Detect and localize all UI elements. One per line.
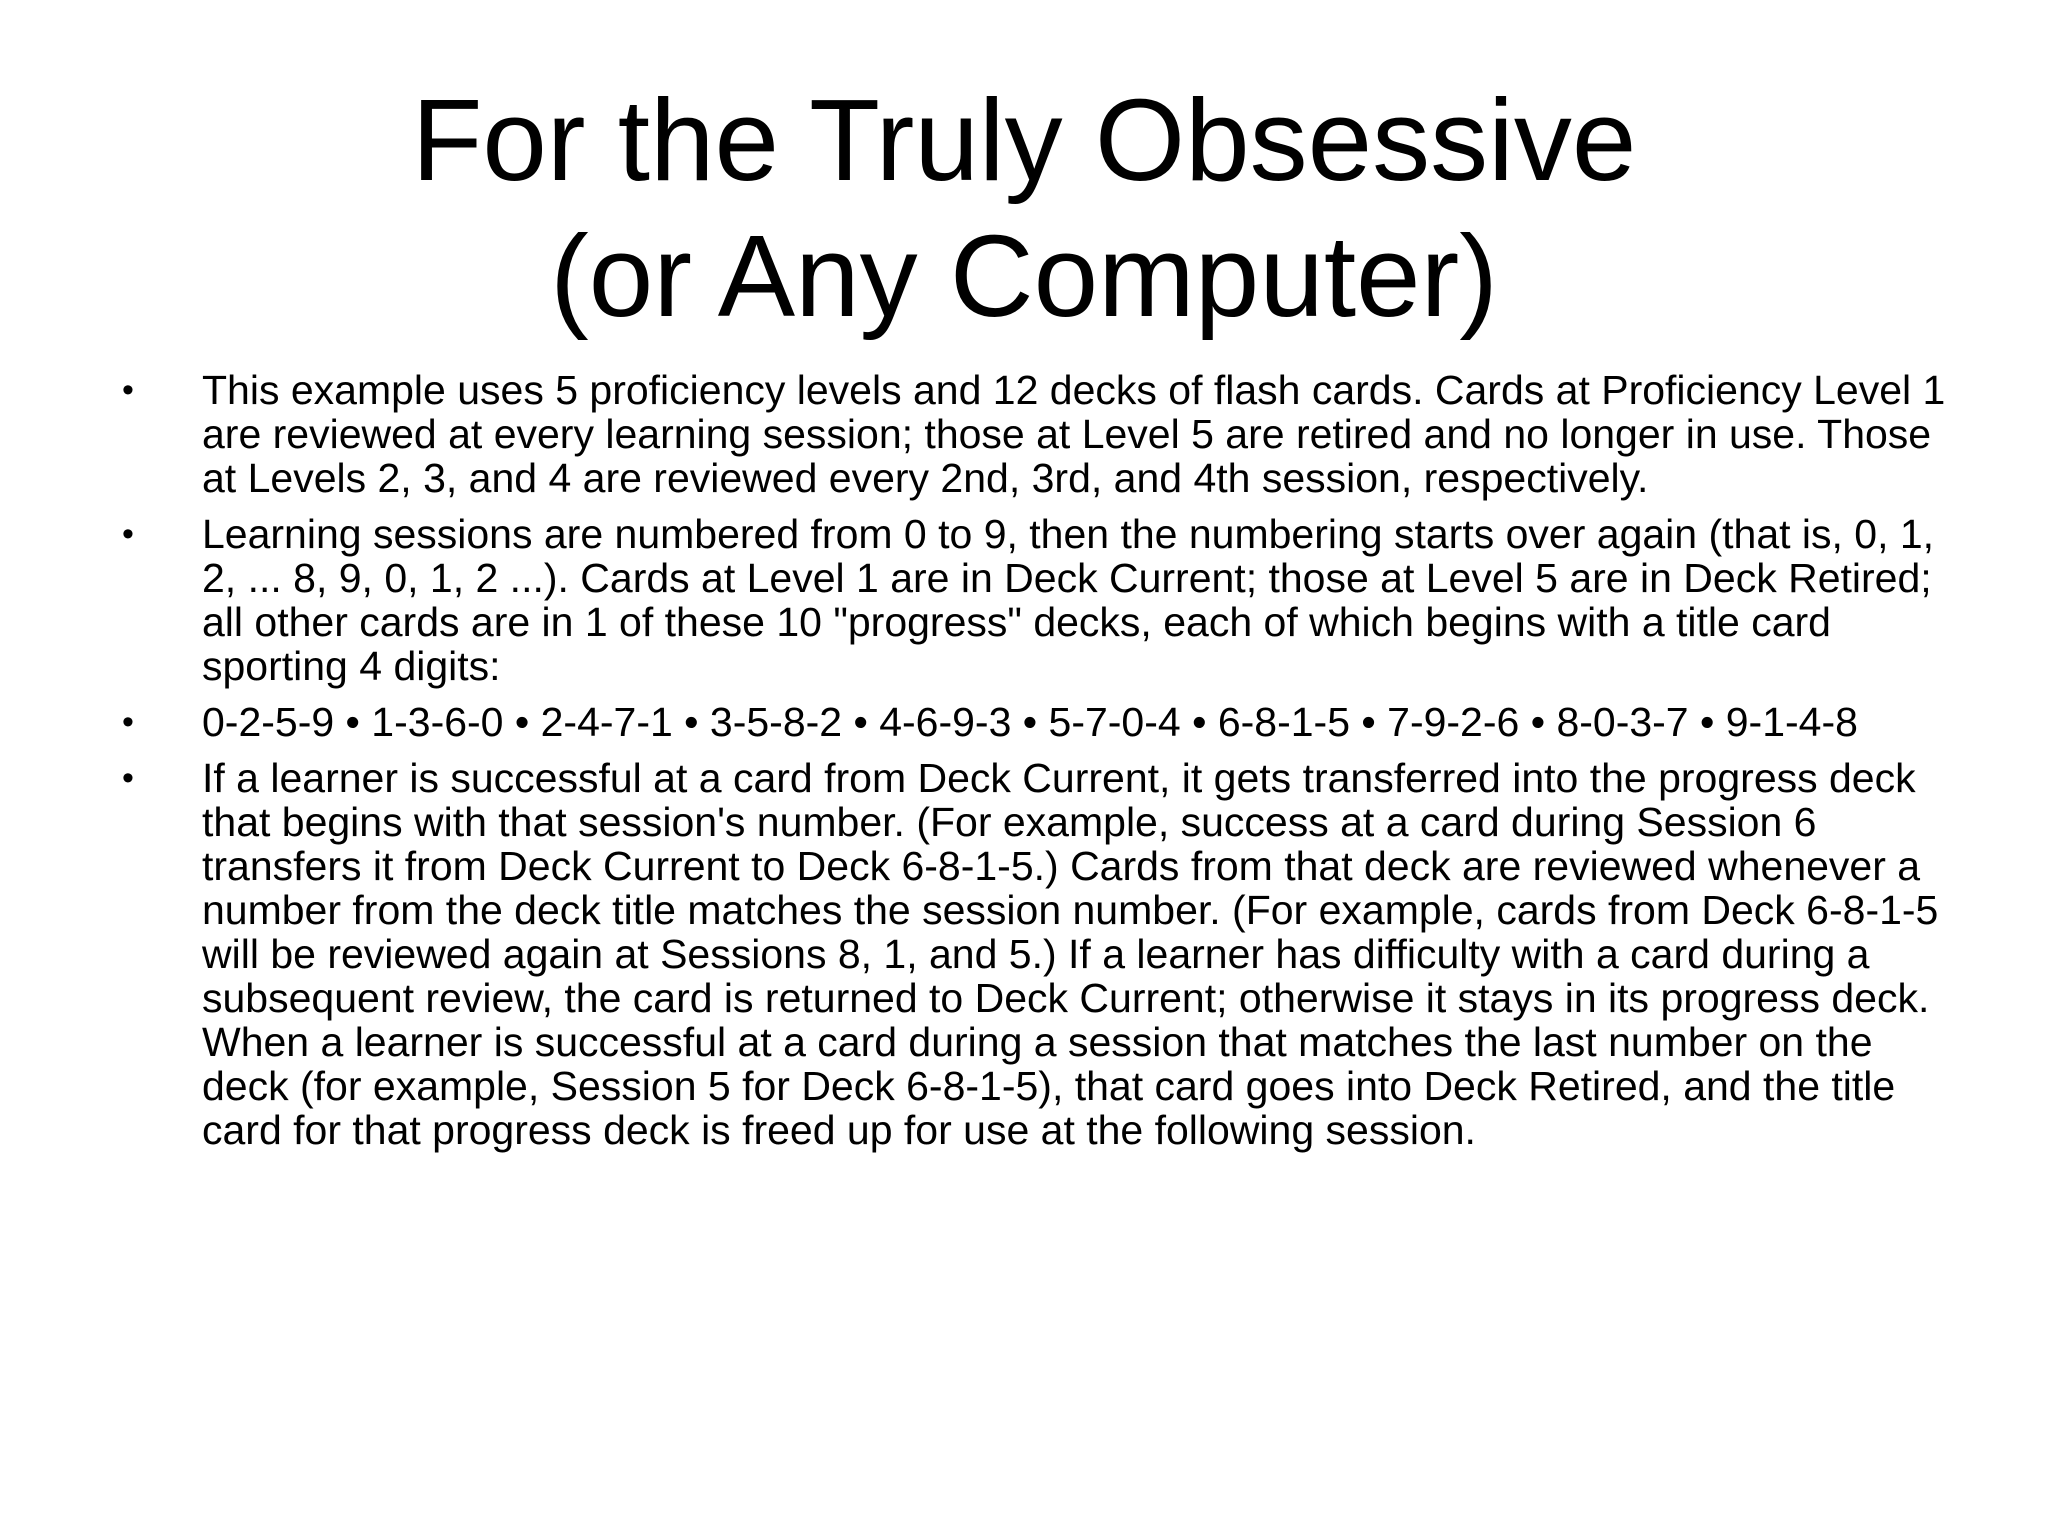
bullet-marker: • <box>122 703 134 741</box>
slide-title-line-1: For the Truly Obsessive <box>411 75 1637 205</box>
bullet-item <box>0 700 2048 744</box>
bullet-list <box>0 368 2048 1164</box>
slide-title <box>0 72 2048 344</box>
bullet-marker: • <box>122 515 134 553</box>
bullet-item <box>0 368 2048 500</box>
bullet-marker: • <box>122 759 134 797</box>
slide-title-line-2: (or Any Computer) <box>550 211 1498 341</box>
bullet-text: This example uses 5 proficiency levels and 12 decks of flash cards. Cards at Proficiency Level 1 are reviewed at every learning session; those at Level 5 are retired and no longer in use. Those at Levels 2, 3, and 4 are reviewed every 2nd, 3rd, and 4th session, respectively. <box>202 367 1946 501</box>
bullet-marker: • <box>122 371 134 409</box>
bullet-text: If a learner is successful at a card from Deck Current, it gets transferred into the progress deck that begins with that session's number. (For example, success at a card during Session 6 transfers it from Deck Current to Deck 6-8-1-5.) Cards from that deck are reviewed whenever a number from the deck title matches the session number. (For example, cards from Deck 6-8-1-5 will be reviewed again at Sessions 8, 1, and 5.) If a learner has difficulty with a card during a subsequent review, the card is returned to Deck Current; otherwise it stays in its progress deck. When a learner is successful at a card during a session that matches the last number on the deck (for example, Session 5 for Deck 6-8-1-5), that card goes into Deck Retired, and the title card for that progress deck is freed up for use at the following session. <box>202 755 1939 1153</box>
bullet-item <box>0 756 2048 1152</box>
bullet-item <box>0 512 2048 688</box>
bullet-text: Learning sessions are numbered from 0 to 9, then the numbering starts over again (that is, 0, 1, 2, ... 8, 9, 0, 1, 2 ...). Cards at Level 1 are in Deck Current; those at Level 5 are in Deck Retired; all other cards are in 1 of these 10 "progress" decks, each of which begins with a title card sporting 4 digits: <box>202 511 1935 689</box>
bullet-text: 0-2-5-9 • 1-3-6-0 • 2-4-7-1 • 3-5-8-2 • 4-6-9-3 • 5-7-0-4 • 6-8-1-5 • 7-9-2-6 • 8-0-3-7 • 9-1-4-8 <box>202 699 1858 745</box>
